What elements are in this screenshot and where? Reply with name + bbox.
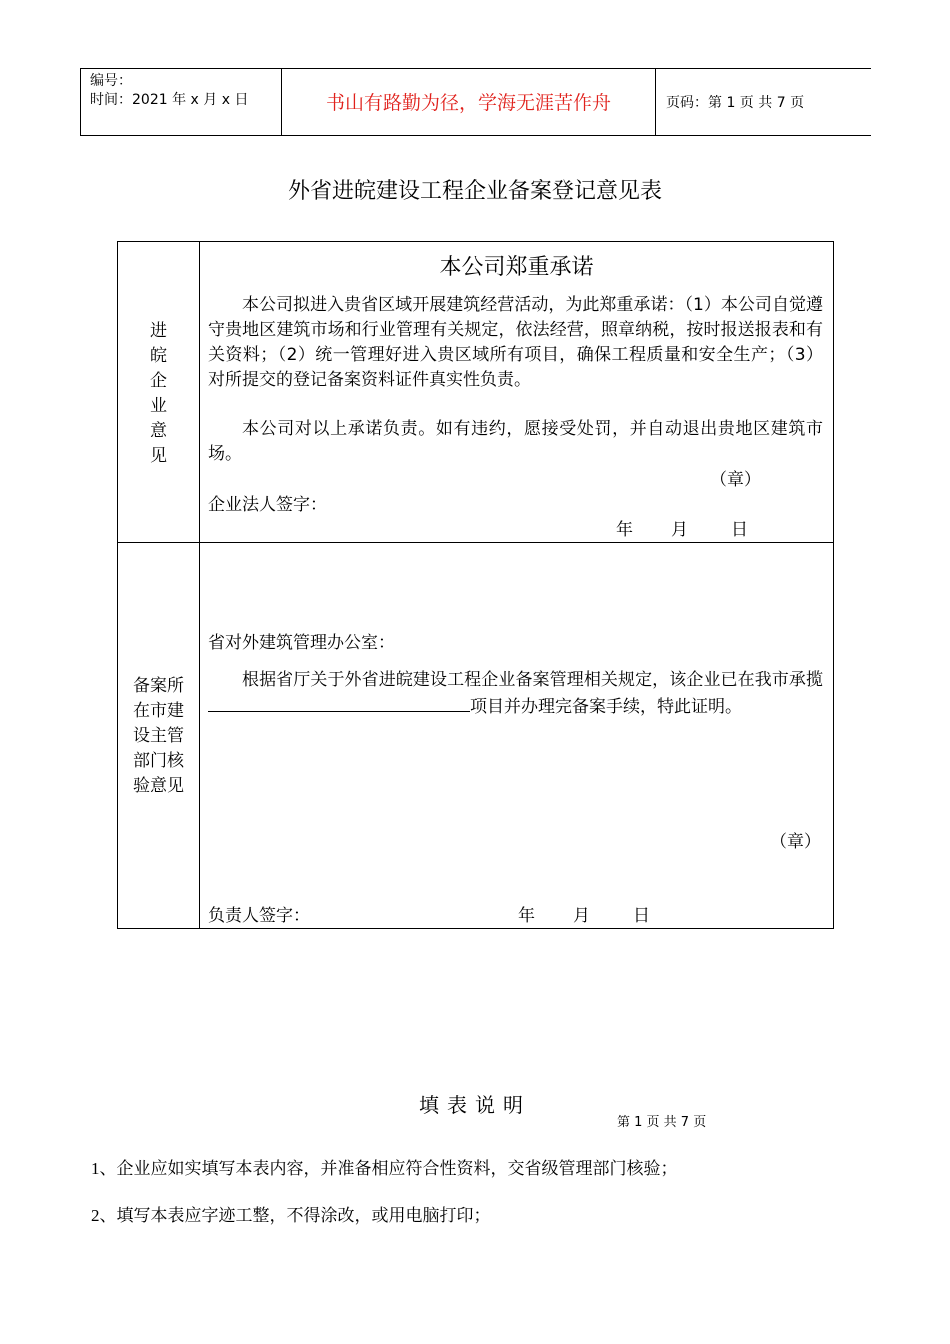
page-footer: 第 1 页 共 7 页	[617, 1115, 707, 1130]
note-item	[91, 1203, 491, 1229]
date-month: 月	[671, 520, 688, 540]
note-number: 2、	[91, 1206, 117, 1225]
verification-text-after: 项目并办理完备案手续，特此证明。	[470, 697, 742, 717]
table-column-divider	[199, 242, 200, 928]
note-text: 企业应如实填写本表内容，并准备相应符合性资料，交省级管理部门核验；	[116, 1159, 678, 1179]
section1-label: 进 皖 企 业 意 见	[150, 321, 167, 466]
section2-label: 备案所 在市建 设主管 部门核 验意见	[133, 676, 184, 796]
legal-signature-label: 企业法人签字：	[208, 495, 327, 515]
pledge-heading: 本公司郑重承诺	[439, 255, 594, 280]
page-info: 页码：第 1 页 共 7 页	[666, 95, 805, 111]
doc-id-label: 编号：	[90, 73, 132, 89]
note-item	[91, 1156, 678, 1182]
verification-text-before: 根据省厅关于外省进皖建设工程企业备案管理相关规定，该企业已在我市承揽	[242, 670, 823, 690]
date-year: 年	[616, 520, 633, 540]
header-motto-cell	[282, 69, 656, 135]
pledge-paragraph-1: 本公司拟进入贵省区域开展建筑经营活动，为此郑重承诺：（1）本公司自觉遵守贵地区建筑市场和行业管理有关规定，依法经营，照章纳税，按时报送报表和有关资料；（2）统一管理好进入贵区域所有项目，确保工程质量和安全生产；（3）对所提交的登记备案资料证件真实性负责。	[208, 295, 823, 390]
doc-time: 时间：2021 年 x 月 x 日	[90, 92, 249, 108]
notes-heading: 填表说明	[419, 1093, 531, 1117]
date-day: 日	[731, 520, 748, 540]
motto: 书山有路勤为径，学海无涯苦作舟	[325, 92, 611, 114]
date-year: 年	[518, 906, 535, 926]
pledge-paragraph-2: 本公司对以上承诺负责。如有违约，愿接受处罚，并自动退出贵地区建筑市场。	[208, 419, 823, 464]
verification-paragraph	[208, 668, 823, 720]
note-number: 1、	[91, 1159, 117, 1178]
header-box	[80, 68, 871, 136]
date-day: 日	[633, 906, 650, 926]
department-seal-label: （章）	[770, 832, 821, 852]
note-text: 填写本表应字迹工整，不得涂改，或用电脑打印；	[116, 1206, 491, 1226]
company-seal-label: （章）	[710, 470, 761, 490]
header-id-cell	[81, 69, 282, 135]
project-name-blank[interactable]	[208, 693, 470, 712]
addressee: 省对外建筑管理办公室：	[208, 633, 395, 653]
section2-date	[518, 904, 650, 929]
date-month: 月	[573, 906, 590, 926]
responsible-signature-label: 负责人签字：	[208, 906, 310, 926]
form-table	[117, 241, 834, 929]
section1-date	[616, 518, 748, 543]
header-page-cell	[656, 69, 871, 135]
page-title: 外省进皖建设工程企业备案登记意见表	[287, 179, 662, 204]
